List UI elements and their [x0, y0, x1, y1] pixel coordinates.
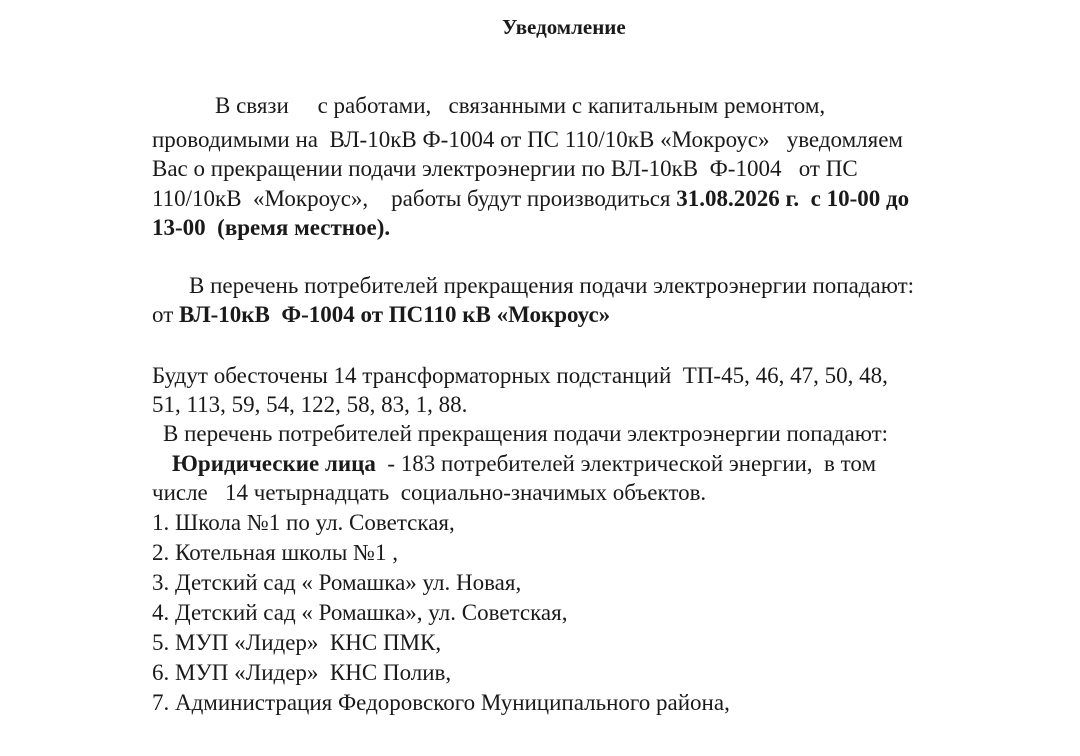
legal-entities-label: Юридические лица — [172, 451, 376, 476]
paragraph1-line3: Вас о прекращении подачи электроэнергии по ВЛ-10кВ Ф-1004 от ПС — [152, 156, 858, 181]
paragraph1-line5: 13-00 (время местное). — [152, 215, 391, 240]
outage-date-time: 31.08.2026 г. с 10-00 до — [676, 186, 910, 211]
paragraph3-line2: 51, 113, 59, 54, 122, 58, 83, 1, 88. — [152, 392, 468, 417]
document-title: Уведомление — [502, 15, 626, 39]
paragraph2-line1: В перечень потребителей прекращения подачи электроэнергии попадают: — [189, 273, 915, 298]
paragraph3-line1: Будут обесточены 14 трансформаторных подстанций ТП-45, 46, 47, 50, 48, — [152, 363, 888, 388]
line-feeder-name: ВЛ-10кВ Ф-1004 от ПС110 кВ «Мокроус» — [179, 302, 611, 327]
list-item: 7. Администрация Федоровского Муниципального района, — [152, 690, 730, 715]
paragraph1-line1: В связи с работами, связанными с капитальным ремонтом, — [215, 93, 826, 118]
paragraph2-line2 — [152, 301, 610, 329]
list-item: 4. Детский сад « Ромашка», ул. Советская, — [152, 600, 568, 625]
list-item: 1. Школа №1 по ул. Советская, — [152, 510, 455, 535]
paragraph2-line2-prefix: от — [152, 302, 179, 327]
list-item: 5. МУП «Лидер» КНС ПМК, — [152, 630, 442, 655]
list-item: 6. МУП «Лидер» КНС Полив, — [152, 660, 452, 685]
paragraph1-line4 — [152, 185, 909, 213]
paragraph3-line4 — [172, 450, 876, 478]
paragraph3-line3: В перечень потребителей прекращения подачи электроэнергии попадают: — [163, 421, 889, 446]
paragraph2-line2-text — [152, 302, 610, 327]
list-item: 3. Детский сад « Ромашка» ул. Новая, — [152, 570, 522, 595]
paragraph1-line4-text: 110/10кВ «Мокроус», работы будут производиться — [152, 186, 677, 211]
paragraph3-line4-text: - 183 потребителей электрической энергии, в том — [375, 451, 877, 476]
list-item: 2. Котельная школы №1 , — [152, 540, 399, 565]
paragraph1-line2: проводимыми на ВЛ-10кВ Ф-1004 от ПС 110/10кВ «Мокроус» уведомляем — [152, 127, 903, 152]
paragraph3-line5: числе 14 четырнадцать социально-значимых объектов. — [152, 480, 707, 505]
